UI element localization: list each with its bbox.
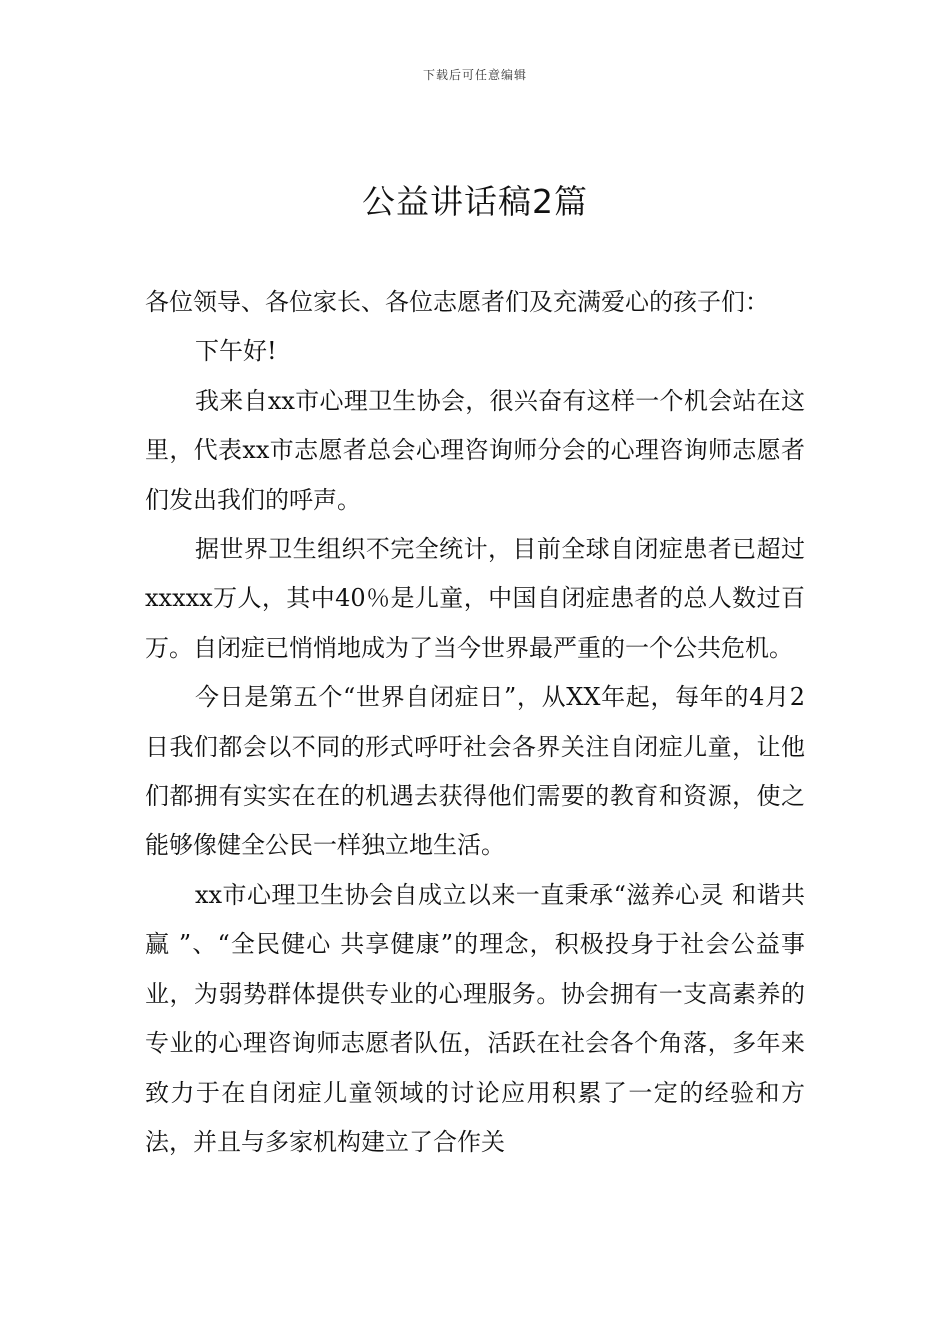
paragraph-greeting: 下午好! [195,337,277,366]
paragraph-association: xx市心理卫生协会自成立以来一直秉承“滋养心灵 和谐共赢 ”、“全民健心 共享健康”的理念，积极投身于社会公益事业，为弱势群体提供专业的心理服务。协会拥有一支高素养的专业的心理咨询师志愿者队伍，活跃在社会各个角落，多年来致力于在自闭症儿童领域的讨论应用积累了一定的经验和方法，并且与多家机构建立了合作关 [145,880,805,1156]
salutation: 各位领导、各位家长、各位志愿者们及充满爱心的孩子们： [145,288,769,316]
paragraph-introduction: 我来自xx市心理卫生协会，很兴奋有这样一个机会站在这里，代表xx市志愿者总会心理咨询师分会的心理咨询师志愿者们发出我们的呼声。 [145,386,805,514]
paragraph-autism-day: 今日是第五个“世界自闭症日”，从XX年起，每年的4月2日我们都会以不同的形式呼吁社会各界关注自闭症儿童，让他们都拥有实实在在的机遇去获得他们需要的教育和资源，使之能够像健全公民一样独立地生活。 [145,683,805,860]
paragraph-statistics: 据世界卫生组织不完全统计，目前全球自闭症患者已超过xxxxx万人，其中40％是儿童，中国自闭症患者的总人数过百万。自闭症已悄悄地成为了当今世界最严重的一个公共危机。 [145,535,805,662]
document-body [145,278,805,1167]
header-note: 下载后可任意编辑 [422,68,527,82]
document-title: 公益讲话稿2篇 [362,182,588,221]
